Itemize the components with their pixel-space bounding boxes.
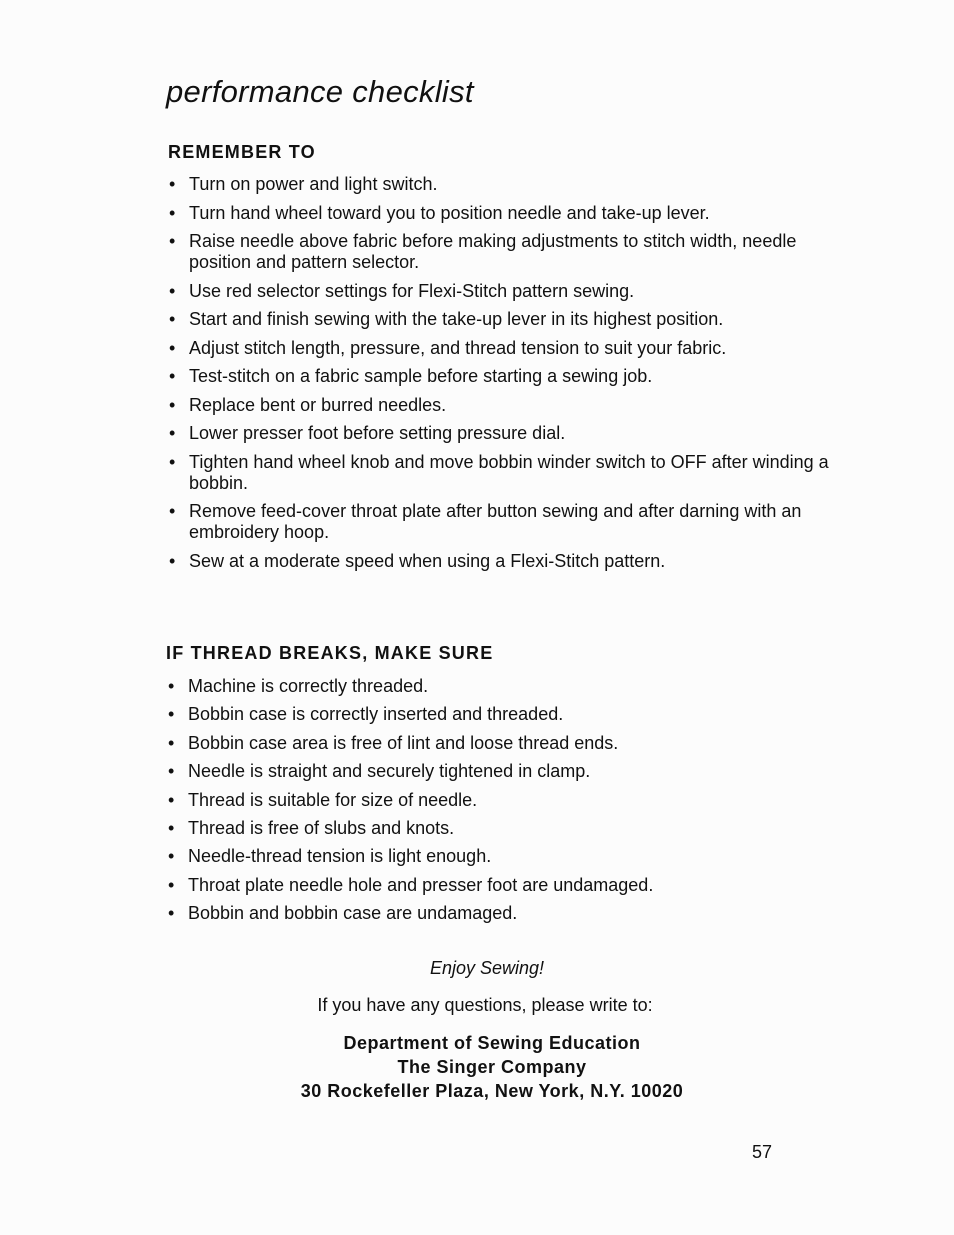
list-item: • Lower presser foot before setting pressure dial. xyxy=(168,423,840,444)
section-heading-remember-to: REMEMBER TO xyxy=(168,142,316,162)
thread-breaks-list xyxy=(167,676,839,932)
section-heading-if-thread-breaks: IF THREAD BREAKS, MAKE SURE xyxy=(166,643,494,663)
list-item: • Adjust stitch length, pressure, and thread tension to suit your fabric. xyxy=(168,338,840,359)
remember-to-list xyxy=(168,174,840,579)
list-item: • Replace bent or burred needles. xyxy=(168,395,840,416)
list-item: • Thread is free of slubs and knots. xyxy=(167,818,839,839)
list-item: • Raise needle above fabric before making adjustments to stitch width, needle position and pattern selector. xyxy=(168,231,840,273)
page-title: performance checklist xyxy=(166,74,474,109)
list-item: • Bobbin case is correctly inserted and threaded. xyxy=(167,704,839,725)
list-item: • Test-stitch on a fabric sample before starting a sewing job. xyxy=(168,366,840,387)
list-item: • Thread is suitable for size of needle. xyxy=(167,790,839,811)
address-line-company: The Singer Company xyxy=(397,1057,587,1077)
address-line-department: Department of Sewing Education xyxy=(343,1033,641,1053)
mailing-address xyxy=(0,1031,954,1103)
list-item: • Turn hand wheel toward you to position needle and take-up lever. xyxy=(168,203,840,224)
list-item: • Bobbin case area is free of lint and loose thread ends. xyxy=(167,733,839,754)
list-item: • Start and finish sewing with the take-up lever in its highest position. xyxy=(168,309,840,330)
questions-text: If you have any questions, please write to: xyxy=(317,995,653,1015)
list-item: • Sew at a moderate speed when using a Flexi-Stitch pattern. xyxy=(168,551,840,572)
list-item: • Tighten hand wheel knob and move bobbin winder switch to OFF after winding a bobbin. xyxy=(168,452,840,494)
enjoy-sewing-text: Enjoy Sewing! xyxy=(429,958,545,978)
address-line-street: 30 Rockefeller Plaza, New York, N.Y. 10020 xyxy=(300,1081,684,1101)
list-item: • Needle is straight and securely tightened in clamp. xyxy=(167,761,839,782)
list-item: • Bobbin and bobbin case are undamaged. xyxy=(167,903,839,924)
list-item: • Use red selector settings for Flexi-Stitch pattern sewing. xyxy=(168,281,840,302)
list-item: • Throat plate needle hole and presser foot are undamaged. xyxy=(167,875,839,896)
list-item: • Machine is correctly threaded. xyxy=(167,676,839,697)
page-number: 57 xyxy=(752,1142,773,1162)
list-item: • Remove feed-cover throat plate after button sewing and after darning with an embroidery hoop. xyxy=(168,501,840,543)
list-item: • Needle-thread tension is light enough. xyxy=(167,846,839,867)
list-item: • Turn on power and light switch. xyxy=(168,174,840,195)
